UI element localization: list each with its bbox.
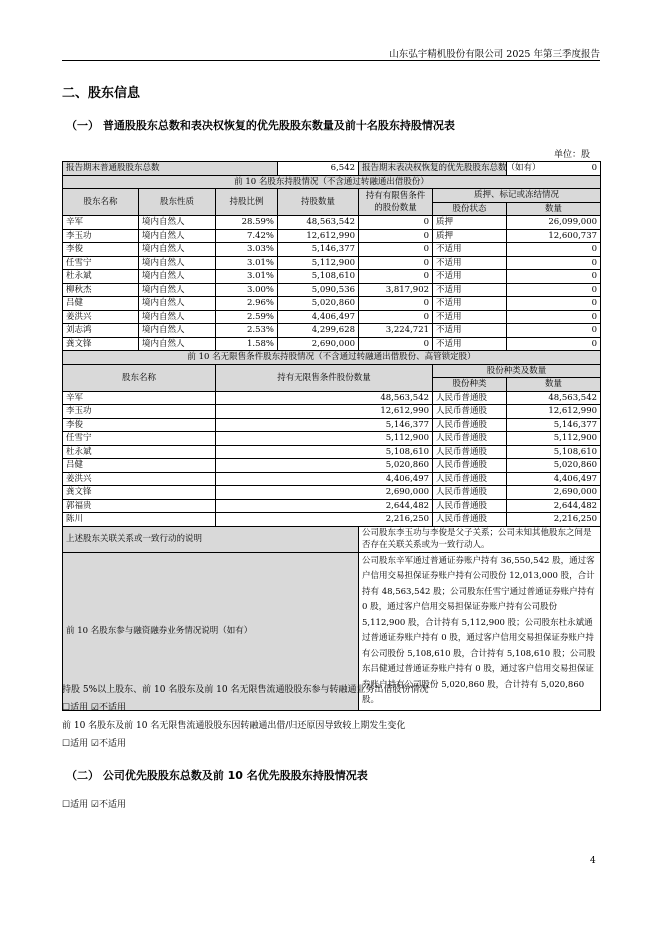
share-kind: 人民币普通股 [433,391,507,405]
table-row [63,391,601,405]
holding-ratio: 28.59% [216,216,278,230]
restricted-qty: 0 [359,310,433,324]
summary-row [63,162,601,176]
margin-label: 前 10 名股东参与融资融券业务情况说明（如有） [63,552,359,710]
unrestricted-title-row [63,351,601,365]
holding-ratio: 7.42% [216,229,278,243]
header-divider [62,60,600,61]
holding-ratio: 3.00% [216,283,278,297]
u-holding-qty: 2,690,000 [216,486,433,500]
shareholder-name: 杜永斌 [63,270,139,284]
restricted-qty: 3,224,721 [359,324,433,338]
restricted-qty: 0 [359,297,433,311]
pledge-num: 0 [507,297,601,311]
u-holding-qty: 2,216,250 [216,513,433,527]
pledge-num: 26,099,000 [507,216,601,230]
table-row [63,499,601,513]
holding-ratio: 3.01% [216,270,278,284]
u-holding-qty: 2,644,482 [216,499,433,513]
shareholder-nature: 境内自然人 [139,256,216,270]
holding-qty: 5,146,377 [278,243,359,257]
shareholder-table [62,161,601,711]
unrestricted-header-row [63,364,601,378]
share-kind: 人民币普通股 [433,432,507,446]
holding-ratio: 2.53% [216,324,278,338]
holding-qty: 5,112,900 [278,256,359,270]
u-shareholder-name: 陈川 [63,513,216,527]
shareholder-name: 任雪宁 [63,256,139,270]
shareholder-nature: 境内自然人 [139,229,216,243]
table-row [63,229,601,243]
pledge-status: 不适用 [433,243,507,257]
share-num: 2,216,250 [507,513,601,527]
table-row [63,324,601,338]
share-num: 2,644,482 [507,499,601,513]
shareholder-nature: 境内自然人 [139,310,216,324]
pledge-status: 质押 [433,216,507,230]
top10-header-row [63,189,601,203]
holding-ratio: 3.01% [216,256,278,270]
shareholder-nature: 境内自然人 [139,243,216,257]
shareholder-nature: 境内自然人 [139,324,216,338]
u-shareholder-name: 辛军 [63,391,216,405]
shareholder-nature: 境内自然人 [139,270,216,284]
shareholder-name: 刘志鸿 [63,324,139,338]
table-row [63,310,601,324]
lend-checkbox[interactable]: ☐适用 ☑不适用 [62,703,126,713]
unit-label: 单位：股 [553,150,590,160]
table-row [63,445,601,459]
holding-qty: 12,612,990 [278,229,359,243]
u-shareholder-name: 郭福贵 [63,499,216,513]
preferred-checkbox[interactable]: ☐适用 ☑不适用 [62,800,126,810]
pledge-num: 0 [507,243,601,257]
summary-label-2: 报告期末表决权恢复的优先股股东总数（如有） [359,162,507,176]
table-row [63,513,601,527]
summary-value-2: 0 [507,162,601,176]
holding-qty: 48,563,542 [278,216,359,230]
restricted-qty: 0 [359,229,433,243]
pledge-num: 0 [507,310,601,324]
summary-label-1: 报告期末普通股股东总数 [63,162,278,176]
restricted-qty: 0 [359,337,433,351]
shareholder-name: 姜洪兴 [63,310,139,324]
restricted-qty: 0 [359,216,433,230]
change-title: 前 10 名股东及前 10 名无限售流通股股东因转融通出借/归还原因导致较上期发生变化 [62,721,406,731]
u-holding-qty: 5,146,377 [216,418,433,432]
pledge-num: 0 [507,270,601,284]
holding-ratio: 2.59% [216,310,278,324]
table-row [63,405,601,419]
table-row [63,472,601,486]
pledge-status: 不适用 [433,337,507,351]
share-kind: 人民币普通股 [433,486,507,500]
u-col-header-num: 数量 [507,378,601,392]
col-header-restricted: 持有有限售条件的股份数量 [359,189,433,216]
col-header-num: 数量 [507,202,601,216]
top10-title: 前 10 名股东持股情况（不含通过转融通出借股份） [63,175,601,189]
share-num: 5,146,377 [507,418,601,432]
col-header-nature: 股东性质 [139,189,216,216]
pledge-num: 0 [507,337,601,351]
col-header-name: 股东名称 [63,189,139,216]
top10-title-row [63,175,601,189]
u-col-header-name: 股东名称 [63,364,216,391]
u-holding-qty: 5,112,900 [216,432,433,446]
table-row [63,459,601,473]
summary-value-1: 6,542 [278,162,359,176]
holding-qty: 2,690,000 [278,337,359,351]
pledge-status: 不适用 [433,324,507,338]
u-holding-qty: 5,108,610 [216,445,433,459]
relation-label: 上述股东关联关系或一致行动的说明 [63,526,359,552]
pledge-status: 不适用 [433,283,507,297]
table-row [63,270,601,284]
u-shareholder-name: 杜永斌 [63,445,216,459]
restricted-qty: 0 [359,243,433,257]
lend-title: 持股 5%以上股东、前 10 名股东及前 10 名无限售流通股股东参与转融通业务出借股份情况 [62,685,429,695]
table-row [63,283,601,297]
relation-row [63,526,601,552]
shareholder-nature: 境内自然人 [139,283,216,297]
share-num: 4,406,497 [507,472,601,486]
share-num: 2,690,000 [507,486,601,500]
change-checkbox[interactable]: ☐适用 ☑不适用 [62,739,126,749]
shareholder-name: 李俊 [63,243,139,257]
share-kind: 人民币普通股 [433,459,507,473]
table-row [63,216,601,230]
u-col-header-kind-group: 股份种类及数量 [433,364,601,378]
restricted-qty: 0 [359,256,433,270]
share-num: 5,108,610 [507,445,601,459]
u-shareholder-name: 李俊 [63,418,216,432]
u-col-header-qty: 持有无限售条件股份数量 [216,364,433,391]
shareholder-nature: 境内自然人 [139,297,216,311]
u-shareholder-name: 任雪宁 [63,432,216,446]
u-col-header-kind: 股份种类 [433,378,507,392]
unrestricted-title: 前 10 名无限售条件股东持股情况（不含通过转融通出借股份、高管锁定股） [63,351,601,365]
pledge-status: 不适用 [433,297,507,311]
share-kind: 人民币普通股 [433,472,507,486]
shareholder-name: 吕健 [63,297,139,311]
u-holding-qty: 5,020,860 [216,459,433,473]
restricted-qty: 3,817,902 [359,283,433,297]
holding-qty: 5,108,610 [278,270,359,284]
margin-text: 公司股东辛军通过普通证券账户持有 36,550,542 股，通过客户信用交易担保证券账户持有公司股份 12,013,000 股，合计持有 48,563,542 股；公司股东任雪宁通过普通证券账户持有 0 股，通过客户信用交易担保证券账户持有公司股份 5,112,900 股，合计持有 5,112,900 股；公司股东杜永斌通过普通证券账户持有 0 股，通过客户信用交易担保证券账户持有公司股份 5,108,610 股，合计持有 5,108,610 股；公司股东吕健通过普通证券账户持有 0 股，通过客户信用交易担保证券账户持有公司股份 5,020,860 股，合计持有 5,020,860 股。 [359,552,601,710]
table-row [63,432,601,446]
holding-qty: 5,090,536 [278,283,359,297]
pledge-status: 不适用 [433,270,507,284]
u-shareholder-name: 姜洪兴 [63,472,216,486]
share-num: 48,563,542 [507,391,601,405]
holding-ratio: 1.58% [216,337,278,351]
pledge-num: 0 [507,283,601,297]
col-header-qty: 持股数量 [278,189,359,216]
holding-ratio: 3.03% [216,243,278,257]
share-kind: 人民币普通股 [433,445,507,459]
table-row [63,243,601,257]
page-header: 山东弘宇精机股份有限公司 2025 年第三季度报告 [389,49,600,60]
shareholder-name: 李玉功 [63,229,139,243]
col-header-pledge: 质押、标记或冻结情况 [433,189,601,203]
table-row [63,486,601,500]
table-row [63,337,601,351]
share-kind: 人民币普通股 [433,405,507,419]
u-shareholder-name: 吕健 [63,459,216,473]
subsection-title-1: （一） 普通股股东总数和表决权恢复的优先股股东数量及前十名股东持股情况表 [66,119,455,132]
shareholder-nature: 境内自然人 [139,337,216,351]
restricted-qty: 0 [359,270,433,284]
table-row [63,418,601,432]
pledge-status: 不适用 [433,256,507,270]
shareholder-nature: 境内自然人 [139,216,216,230]
pledge-num: 0 [507,256,601,270]
u-holding-qty: 48,563,542 [216,391,433,405]
pledge-status: 不适用 [433,310,507,324]
u-shareholder-name: 李玉功 [63,405,216,419]
holding-qty: 4,299,628 [278,324,359,338]
holding-ratio: 2.96% [216,297,278,311]
share-num: 12,612,990 [507,405,601,419]
shareholder-name: 辛军 [63,216,139,230]
col-header-status: 股份状态 [433,202,507,216]
share-kind: 人民币普通股 [433,499,507,513]
share-num: 5,020,860 [507,459,601,473]
share-num: 5,112,900 [507,432,601,446]
holding-qty: 5,020,860 [278,297,359,311]
section-title: 二、股东信息 [62,86,141,101]
col-header-ratio: 持股比例 [216,189,278,216]
table-row [63,256,601,270]
u-shareholder-name: 龚文锋 [63,486,216,500]
holding-qty: 4,406,497 [278,310,359,324]
share-kind: 人民币普通股 [433,418,507,432]
shareholder-name: 龚文锋 [63,337,139,351]
pledge-num: 12,600,737 [507,229,601,243]
share-kind: 人民币普通股 [433,513,507,527]
u-holding-qty: 12,612,990 [216,405,433,419]
page-number: 4 [590,856,596,866]
pledge-num: 0 [507,324,601,338]
pledge-status: 质押 [433,229,507,243]
subsection-title-2: （二） 公司优先股股东总数及前 10 名优先股股东持股情况表 [66,769,368,782]
shareholder-name: 柳秋杰 [63,283,139,297]
u-holding-qty: 4,406,497 [216,472,433,486]
table-row [63,297,601,311]
relation-text: 公司股东李玉功与李俊是父子关系；公司未知其他股东之间是否存在关联关系或为一致行动人。 [359,526,601,552]
